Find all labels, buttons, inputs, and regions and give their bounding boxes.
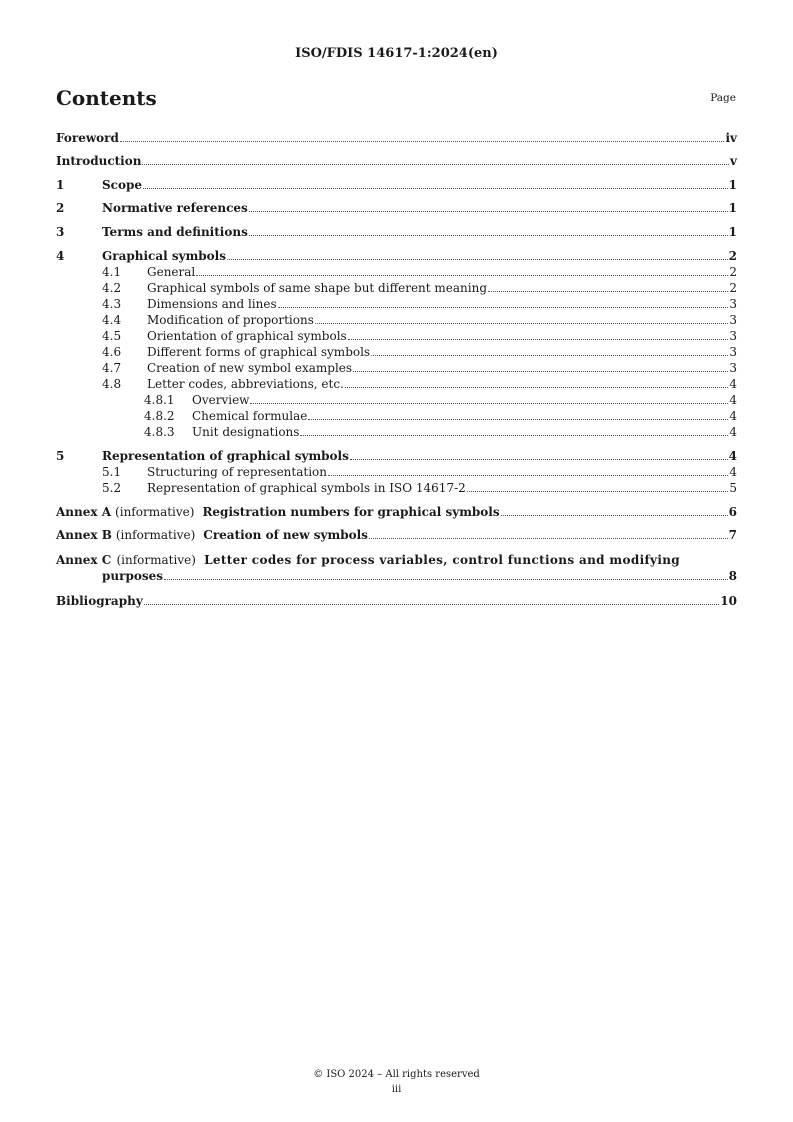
toc-entry-modification-of-proportions[interactable] bbox=[56, 312, 737, 328]
annex-label: Annex A bbox=[56, 505, 112, 519]
toc-entry-bibliography[interactable] bbox=[56, 593, 737, 609]
toc-entry-title: Chemical formulae bbox=[192, 409, 308, 423]
dot-leader bbox=[353, 371, 728, 372]
copyright-notice: © ISO 2024 – All rights reserved bbox=[313, 1069, 480, 1080]
annex-kind: (informative) bbox=[115, 505, 195, 519]
toc-entry-page: 3 bbox=[729, 361, 737, 375]
dot-leader bbox=[345, 387, 728, 388]
toc-entry-number: 3 bbox=[56, 225, 65, 239]
toc-entry-foreword[interactable] bbox=[56, 130, 737, 146]
toc-entry-title: General bbox=[147, 265, 196, 279]
toc-entry-page: 3 bbox=[729, 329, 737, 343]
toc-entry-title-continued: purposes bbox=[102, 569, 163, 583]
toc-entry-dimensions-and-lines[interactable] bbox=[56, 296, 737, 312]
toc-entry-title: Letter codes for process variables, control functions and modifying bbox=[204, 553, 681, 567]
dot-leader bbox=[328, 475, 728, 476]
dot-leader bbox=[227, 259, 728, 260]
page-title: Contents bbox=[56, 86, 157, 110]
toc-entry-general[interactable] bbox=[56, 264, 737, 280]
toc-entry-terms-and-definitions[interactable] bbox=[56, 224, 737, 240]
toc-entry-title: Bibliography bbox=[56, 594, 143, 608]
toc-entry-page: 4 bbox=[729, 425, 737, 439]
toc-entry-page: 4 bbox=[729, 409, 737, 423]
toc-entry-page: 4 bbox=[729, 393, 737, 407]
toc-entry-scope[interactable] bbox=[56, 177, 737, 193]
annex-kind: (informative) bbox=[116, 553, 196, 567]
toc-entry-structuring[interactable] bbox=[56, 464, 737, 480]
page-number: iii bbox=[391, 1084, 402, 1095]
toc-entry-page: 1 bbox=[728, 201, 737, 215]
dot-leader bbox=[278, 307, 729, 308]
dot-leader bbox=[371, 355, 728, 356]
toc-entry-number: 4.6 bbox=[102, 345, 122, 359]
toc-entry-title: Terms and definitions bbox=[102, 225, 248, 239]
toc-entry-number: 4.8.3 bbox=[144, 425, 175, 439]
dot-leader bbox=[249, 211, 728, 212]
toc-entry-page: 3 bbox=[729, 345, 737, 359]
annex-label: Annex B bbox=[56, 528, 112, 542]
toc-entry-title: Foreword bbox=[56, 131, 119, 145]
toc-entry-title: Orientation of graphical symbols bbox=[147, 329, 347, 343]
dot-leader bbox=[164, 579, 728, 580]
dot-leader bbox=[120, 141, 725, 142]
toc-entry-title: Representation of graphical symbols in ISO 14617-2 bbox=[147, 481, 466, 495]
toc-entry-page: 1 bbox=[728, 225, 737, 239]
toc-entry-title: Overview bbox=[192, 393, 250, 407]
toc-entry-title: Creation of new symbols bbox=[203, 528, 368, 542]
dot-leader bbox=[467, 491, 729, 492]
toc-entry-page: 6 bbox=[728, 505, 737, 519]
dot-leader bbox=[142, 164, 729, 165]
toc-entry-page: 4 bbox=[729, 465, 737, 479]
toc-entry-title: Registration numbers for graphical symbols bbox=[202, 505, 500, 519]
toc-entry-page: 4 bbox=[728, 449, 737, 463]
toc-entry-title: Dimensions and lines bbox=[147, 297, 277, 311]
dot-leader bbox=[348, 339, 729, 340]
toc-entry-representation[interactable] bbox=[56, 448, 737, 464]
toc-entry-page: iv bbox=[725, 131, 737, 145]
toc-entry-page: 1 bbox=[728, 178, 737, 192]
toc-entry-number: 2 bbox=[56, 201, 65, 215]
toc-entry-title: Unit designations bbox=[192, 425, 300, 439]
dot-leader bbox=[300, 435, 728, 436]
toc-entry-unit-designations[interactable] bbox=[56, 424, 737, 440]
toc-entry-number: 5 bbox=[56, 449, 65, 463]
toc-entry-annex-c[interactable] bbox=[56, 552, 737, 583]
toc-entry-title: Different forms of graphical symbols bbox=[147, 345, 371, 359]
dot-leader bbox=[196, 275, 728, 276]
toc-entry-number: 4 bbox=[56, 249, 65, 263]
dot-leader bbox=[144, 604, 720, 605]
toc-entry-introduction[interactable] bbox=[56, 153, 737, 169]
toc-entry-number: 5.2 bbox=[102, 481, 122, 495]
toc-entry-page: 10 bbox=[720, 594, 737, 608]
toc-entry-different-forms[interactable] bbox=[56, 344, 737, 360]
toc-entry-page: 3 bbox=[729, 297, 737, 311]
toc-entry-page: 3 bbox=[729, 313, 737, 327]
toc-entry-number: 4.4 bbox=[102, 313, 122, 327]
page-footer bbox=[0, 1067, 793, 1097]
dot-leader bbox=[315, 323, 728, 324]
toc-entry-title: Representation of graphical symbols bbox=[102, 449, 349, 463]
dot-leader bbox=[308, 419, 728, 420]
document-id-header: ISO/FDIS 14617-1:2024(en) bbox=[295, 46, 498, 61]
toc-entry-title: Creation of new symbol examples bbox=[147, 361, 353, 375]
toc-entry-page: 7 bbox=[728, 528, 737, 542]
toc-entry-annex-b[interactable] bbox=[56, 527, 737, 543]
toc-entry-chemical-formulae[interactable] bbox=[56, 408, 737, 424]
toc-entry-page: 2 bbox=[729, 265, 737, 279]
toc-entry-orientation[interactable] bbox=[56, 328, 737, 344]
toc-entry-page: v bbox=[730, 154, 737, 168]
toc-entry-normative-references[interactable] bbox=[56, 200, 737, 216]
dot-leader bbox=[488, 291, 728, 292]
toc-entry-title: Letter codes, abbreviations, etc. bbox=[147, 377, 344, 391]
toc-entry-title: Normative references bbox=[102, 201, 248, 215]
toc-entry-number: 1 bbox=[56, 178, 65, 192]
dot-leader bbox=[369, 538, 728, 539]
dot-leader bbox=[350, 459, 728, 460]
toc-entry-number: 4.8 bbox=[102, 377, 122, 391]
toc-entry-title: Scope bbox=[102, 178, 143, 192]
toc-entry-page: 5 bbox=[729, 481, 737, 495]
toc-entry-page: 8 bbox=[728, 569, 737, 583]
page-column-label: Page bbox=[710, 92, 736, 104]
toc-entry-annex-a[interactable] bbox=[56, 504, 737, 520]
toc-entry-number: 4.8.1 bbox=[144, 393, 175, 407]
toc-entry-number: 4.1 bbox=[102, 265, 122, 279]
toc-entry-title: Structuring of representation bbox=[147, 465, 327, 479]
toc-entry-same-shape-different-meaning[interactable] bbox=[56, 280, 737, 296]
toc-entry-representation-in-iso-14617-2[interactable] bbox=[56, 480, 737, 496]
toc-entry-overview[interactable] bbox=[56, 392, 737, 408]
toc-entry-number: 4.5 bbox=[102, 329, 122, 343]
toc-entry-number: 4.2 bbox=[102, 281, 122, 295]
toc-entry-title: Modification of proportions bbox=[147, 313, 314, 327]
toc-entry-number: 5.1 bbox=[102, 465, 122, 479]
toc-entry-creation-of-new-symbol-examples[interactable] bbox=[56, 360, 737, 376]
dot-leader bbox=[249, 235, 728, 236]
annex-label: Annex C bbox=[56, 553, 112, 567]
dot-leader bbox=[501, 515, 728, 516]
toc-entry-number: 4.3 bbox=[102, 297, 122, 311]
toc-entry-number: 4.7 bbox=[102, 361, 122, 375]
dot-leader bbox=[250, 403, 728, 404]
toc-entry-page: 2 bbox=[729, 281, 737, 295]
annex-kind: (informative) bbox=[115, 528, 196, 542]
toc-entry-title: Introduction bbox=[56, 154, 142, 168]
toc-entry-graphical-symbols[interactable] bbox=[56, 248, 737, 264]
toc-entry-letter-codes[interactable] bbox=[56, 376, 737, 392]
toc-entry-title: Graphical symbols of same shape but different meaning bbox=[147, 281, 488, 295]
toc-entry-title: Graphical symbols bbox=[102, 249, 226, 263]
toc-entry-page: 2 bbox=[728, 249, 737, 263]
dot-leader bbox=[143, 188, 728, 189]
toc-entry-page: 4 bbox=[729, 377, 737, 391]
toc-entry-number: 4.8.2 bbox=[144, 409, 175, 423]
